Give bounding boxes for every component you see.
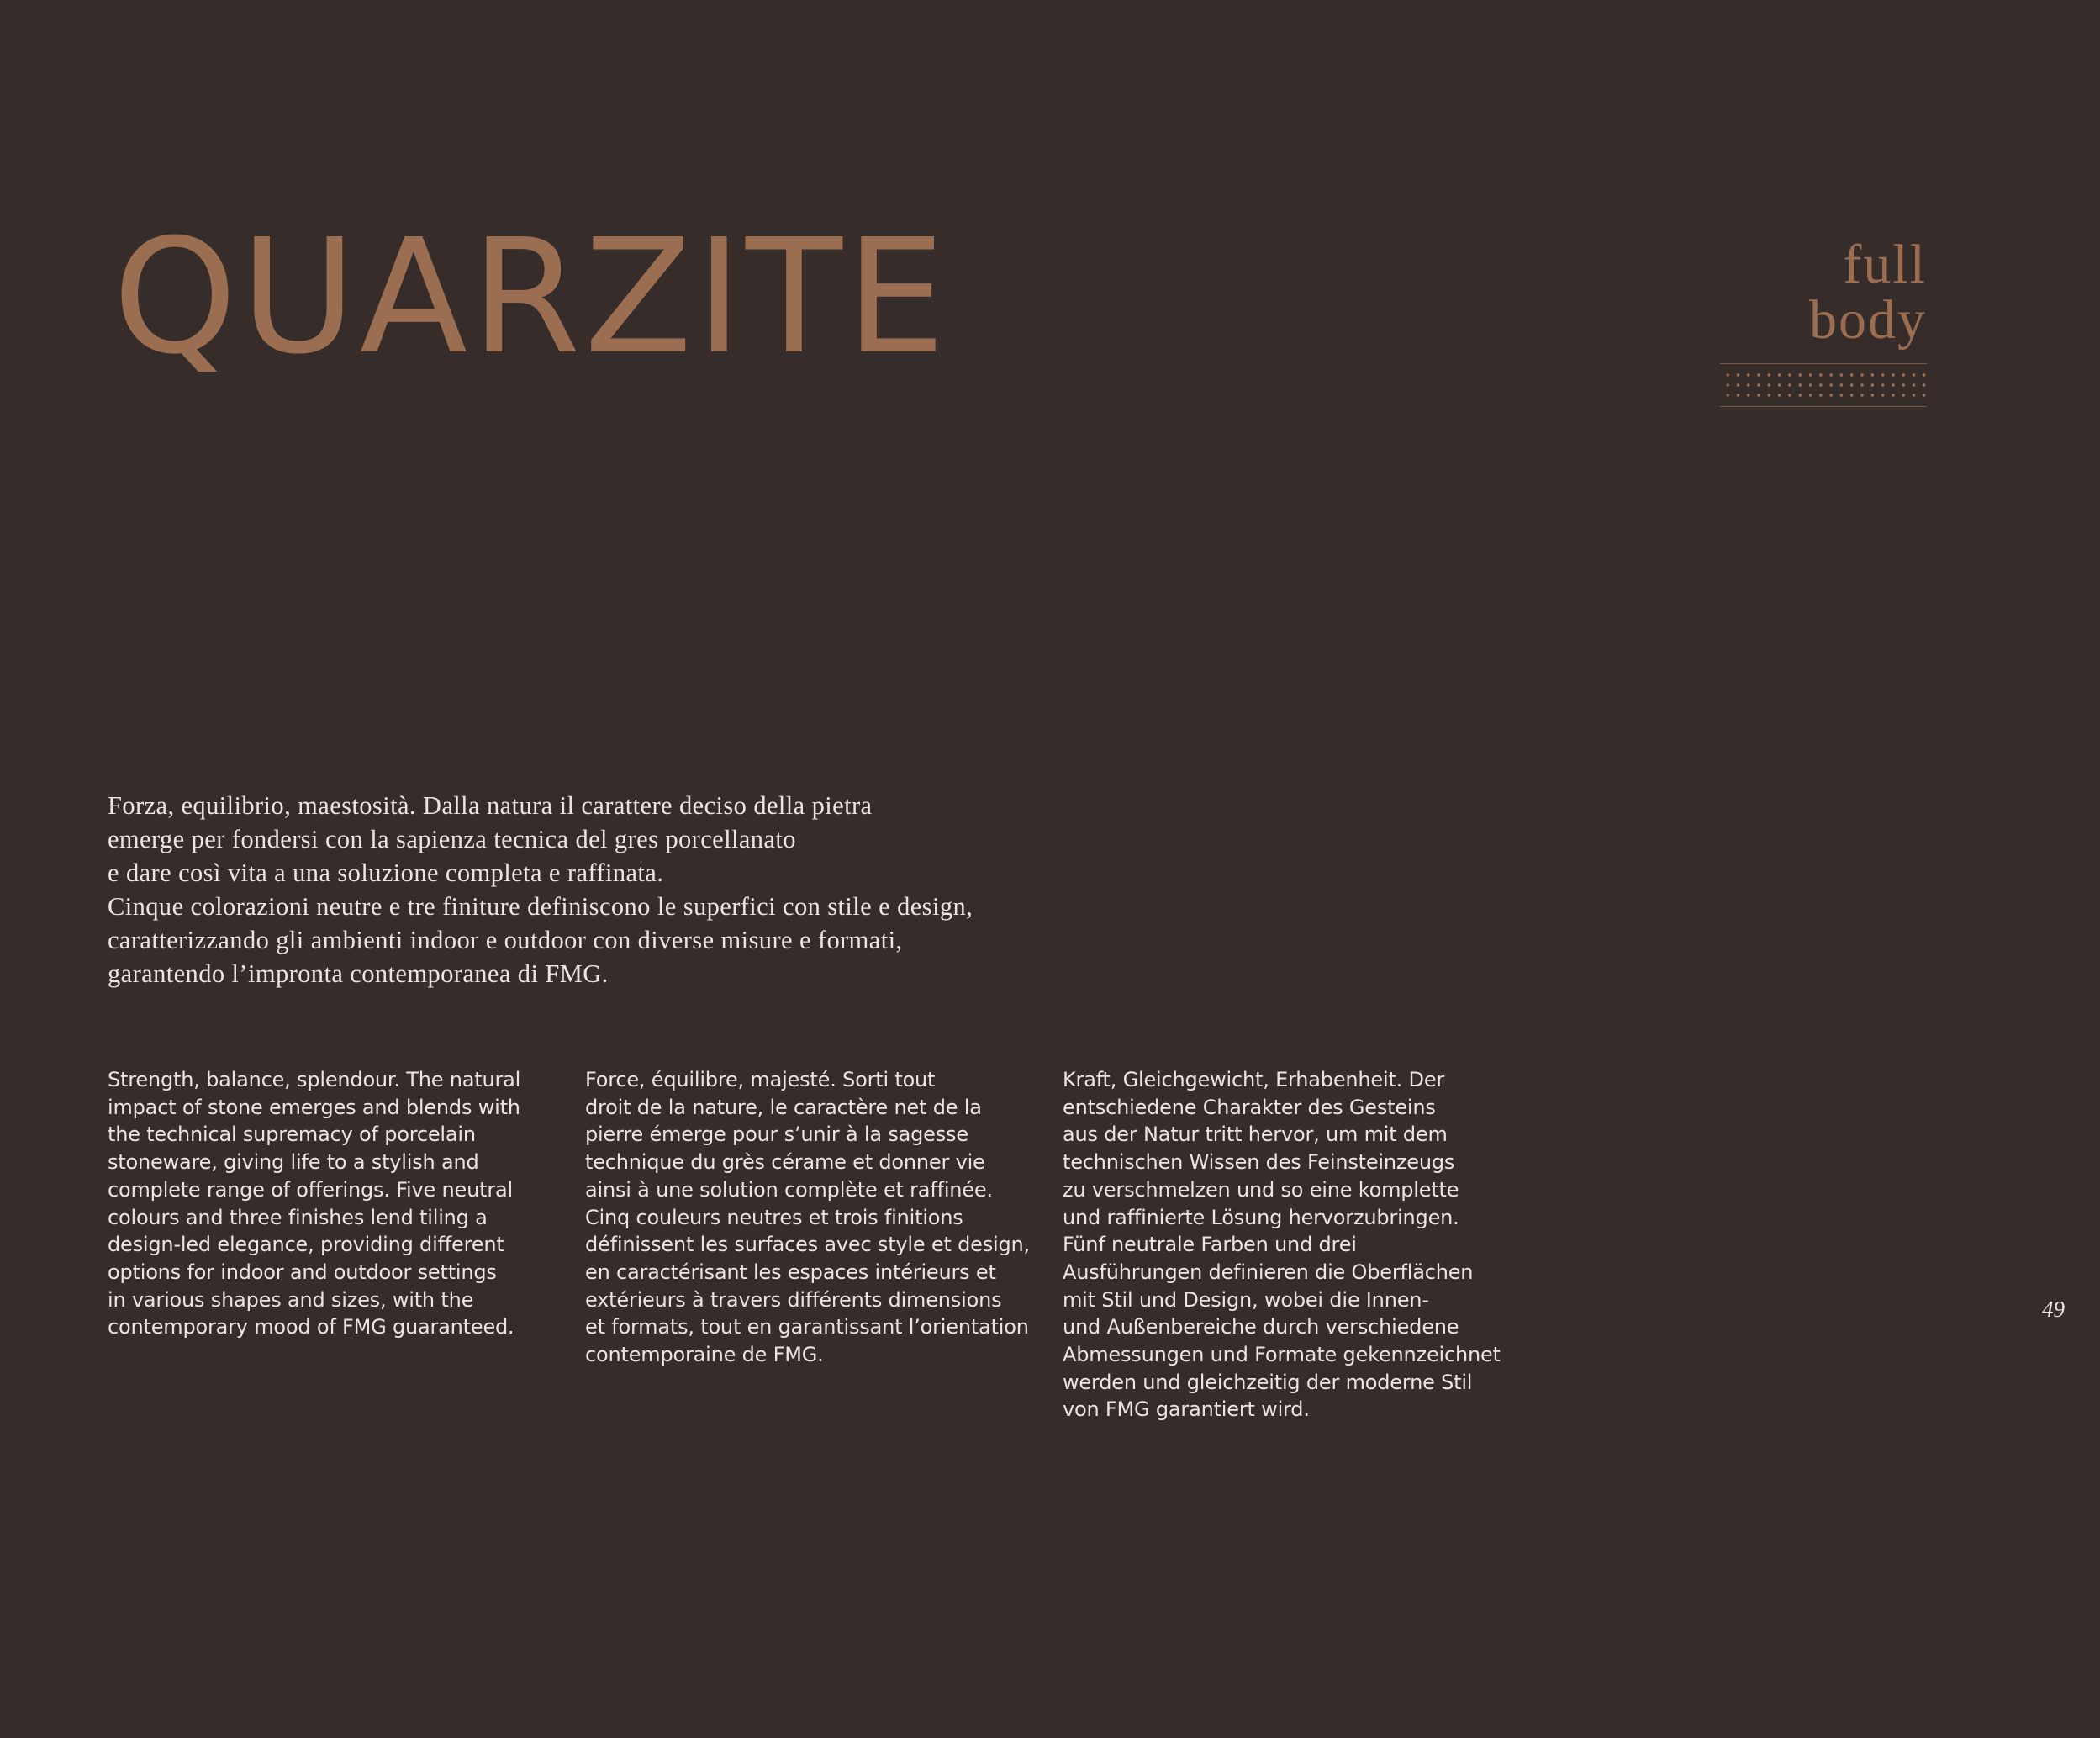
column-line: Kraft, Gleichgewicht, Erhabenheit. Der xyxy=(1063,1068,1445,1091)
column-line: contemporaine de FMG. xyxy=(585,1343,824,1367)
column-line: définissent les surfaces avec style et design, xyxy=(585,1233,1030,1257)
column-line: Strength, balance, splendour. The natural xyxy=(108,1068,521,1091)
column-line: Abmessungen und Formate gekennzeichnet xyxy=(1063,1343,1501,1367)
column-line: von FMG garantiert wird. xyxy=(1063,1397,1310,1422)
page-number: 49 xyxy=(2042,1297,2065,1322)
column-line: colours and three finishes lend tiling a xyxy=(108,1205,488,1229)
column-line: stoneware, giving life to a stylish and xyxy=(108,1150,479,1175)
column-line: werden und gleichzeitig der moderne Stil xyxy=(1063,1370,1473,1394)
column-line: technique du grès cérame et donner vie xyxy=(585,1150,985,1175)
column-line: ainsi à une solution complète et raffinée. xyxy=(585,1177,993,1202)
column-line: in various shapes and sizes, with the xyxy=(108,1287,474,1312)
column-line: droit de la nature, le caractère net de la xyxy=(585,1095,982,1119)
badge-text: full body xyxy=(1809,234,1927,351)
french-text-column xyxy=(585,1066,1030,1369)
column-line: aus der Natur tritt hervor, um mit dem xyxy=(1063,1123,1448,1147)
column-line: Ausführungen definieren die Oberflächen xyxy=(1063,1260,1474,1284)
column-line: complete range of offerings. Five neutral xyxy=(108,1177,513,1202)
column-line: mit Stil und Design, wobei die Innen- xyxy=(1063,1287,1429,1312)
english-text-column xyxy=(108,1066,520,1341)
column-line: options for indoor and outdoor settings xyxy=(108,1260,497,1284)
intro-line: caratterizzando gli ambienti indoor e outdoor con diverse misure e formati, xyxy=(108,926,903,954)
page-title: QUARZITE xyxy=(113,205,949,389)
column-line: entschiedene Charakter des Gesteins xyxy=(1063,1095,1436,1119)
german-text-column xyxy=(1063,1066,1501,1424)
intro-line: garantendo l’impronta contemporanea di FMG. xyxy=(108,959,609,988)
column-line: Fünf neutrale Farben und drei xyxy=(1063,1233,1357,1257)
column-line: the technical supremacy of porcelain xyxy=(108,1123,476,1147)
column-line: en caractérisant les espaces intérieurs et xyxy=(585,1260,996,1284)
intro-line: Cinque colorazioni neutre e tre finiture definiscono le superfici con stile e design, xyxy=(108,892,973,921)
column-line: et formats, tout en garantissant l’orientation xyxy=(585,1315,1029,1339)
column-line: technischen Wissen des Feinsteinzeugs xyxy=(1063,1150,1455,1175)
column-line: Force, équilibre, majesté. Sorti tout xyxy=(585,1068,936,1091)
column-line: pierre émerge pour s’unir à la sagesse xyxy=(585,1123,968,1147)
column-line: und Außenbereiche durch verschiedene xyxy=(1063,1315,1459,1339)
italian-intro-paragraph xyxy=(108,789,1116,991)
intro-line: emerge per fondersi con la sapienza tecnica del gres porcellanato xyxy=(108,825,796,853)
dotted-pattern-decoration xyxy=(1720,363,1927,407)
column-line: design-led elegance, providing different xyxy=(108,1233,504,1257)
column-line: extérieurs à travers différents dimensions xyxy=(585,1287,1002,1312)
column-line: Cinq couleurs neutres et trois finitions xyxy=(585,1205,963,1229)
column-line: zu verschmelzen und so eine komplette xyxy=(1063,1177,1459,1202)
full-body-badge xyxy=(1720,234,1927,407)
intro-line: Forza, equilibrio, maestosità. Dalla natura il carattere deciso della pietra xyxy=(108,791,873,820)
column-line: und raffinierte Lösung hervorzubringen. xyxy=(1063,1205,1459,1229)
intro-line: e dare così vita a una soluzione completa e raffinata. xyxy=(108,858,664,887)
column-line: impact of stone emerges and blends with xyxy=(108,1095,520,1119)
column-line: contemporary mood of FMG guaranteed. xyxy=(108,1315,514,1339)
